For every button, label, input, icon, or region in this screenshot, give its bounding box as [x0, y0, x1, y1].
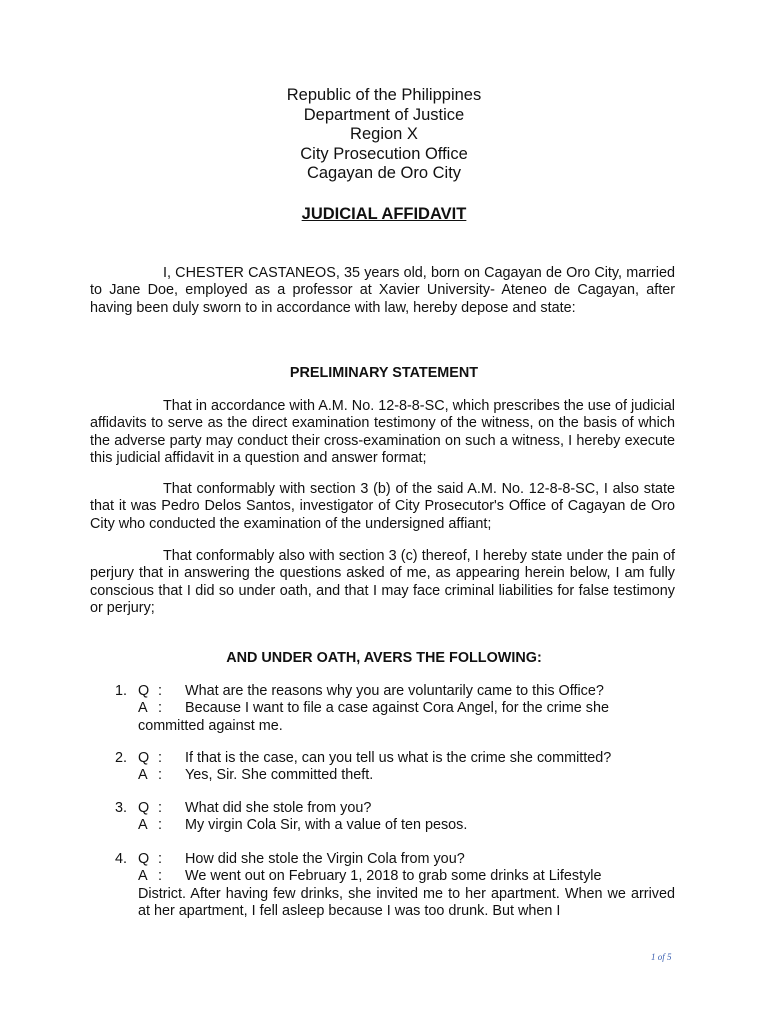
colon: : [158, 868, 162, 885]
header-department: Department of Justice [303, 105, 465, 124]
colon: : [158, 800, 162, 816]
answer-label: A [138, 868, 148, 885]
qa-item-1 [115, 683, 675, 735]
preliminary-paragraph-3: That conformably also with section 3 (c) thereof, I hereby state under the pain of perjury that in answering the questions asked of me, as appearing herein below, I am fully conscious that I did so under oath, and that I may face criminal liabilities for false testimony or perjury; [90, 548, 675, 616]
colon: : [158, 750, 162, 766]
answer-text: My virgin Cola Sir, with a value of ten pesos. [185, 817, 468, 834]
page-number: 1 of 5 [651, 952, 672, 962]
answer-label: A [138, 817, 148, 834]
header-region: Region X [350, 125, 418, 144]
header-city: Cagayan de Oro City [306, 164, 462, 183]
answer-continuation: District. After having few drinks, she invited me to her apartment. When we arrived at her apartment, I fell asleep because I was too drunk. But when I [138, 885, 675, 919]
qa-number: 3. [115, 800, 128, 816]
question-text: If that is the case, can you tell us what is the crime she committed? [185, 750, 612, 766]
header-country: Republic of the Philippines [286, 86, 482, 104]
preliminary-paragraph-2: That conformably with section 3 (b) of the said A.M. No. 12-8-8-SC, I also state that it was Pedro Delos Santos, investigator of City Prosecutor's Office of Cagayan de Oro City who conducted the examination of the undersigned affiant; [90, 481, 675, 532]
answer-label: A [138, 767, 148, 784]
qa-item-3 [115, 800, 675, 835]
answer-label: A [138, 700, 148, 717]
question-text: What are the reasons why you are voluntarily came to this Office? [185, 683, 604, 699]
question-text: How did she stole the Virgin Cola from you? [185, 851, 465, 867]
document-header [0, 86, 768, 184]
colon: : [158, 683, 162, 699]
avers-heading: AND UNDER OATH, AVERS THE FOLLOWING: [226, 650, 542, 666]
colon: : [158, 700, 162, 717]
intro-paragraph: I, CHESTER CASTANEOS, 35 years old, born on Cagayan de Oro City, married to Jane Doe, employed as a professor at Xavier University- Ateneo de Cagayan, after having been duly sworn to in accordance with law, hereby depose and state: [90, 265, 675, 316]
question-label: Q [138, 683, 150, 699]
question-label: Q [138, 750, 150, 766]
qa-number: 2. [115, 750, 128, 766]
question-label: Q [138, 851, 150, 867]
qa-item-2 [115, 750, 675, 785]
qa-number: 1. [115, 683, 128, 699]
document-title: JUDICIAL AFFIDAVIT [301, 205, 467, 223]
answer-text: Because I want to file a case against Cora Angel, for the crime she [185, 700, 609, 717]
qa-number: 4. [115, 851, 128, 867]
colon: : [158, 817, 162, 834]
answer-text: Yes, Sir. She committed theft. [185, 767, 374, 784]
question-label: Q [138, 800, 150, 816]
preliminary-heading: PRELIMINARY STATEMENT [289, 365, 479, 381]
header-office: City Prosecution Office [300, 144, 468, 163]
question-text: What did she stole from you? [185, 800, 372, 816]
preliminary-paragraph-1: That in accordance with A.M. No. 12-8-8-SC, which prescribes the use of judicial affidavits to serve as the direct examination testimony of the witness, on the basis of which the adverse party may conduct their cross-examination on such a witness, I hereby execute this judicial affidavit in a question and answer format; [90, 398, 675, 466]
colon: : [158, 851, 162, 867]
answer-continuation: committed against me. [138, 717, 283, 734]
colon: : [158, 767, 162, 784]
answer-text: We went out on February 1, 2018 to grab some drinks at Lifestyle [185, 868, 602, 885]
qa-item-4 [115, 851, 675, 920]
